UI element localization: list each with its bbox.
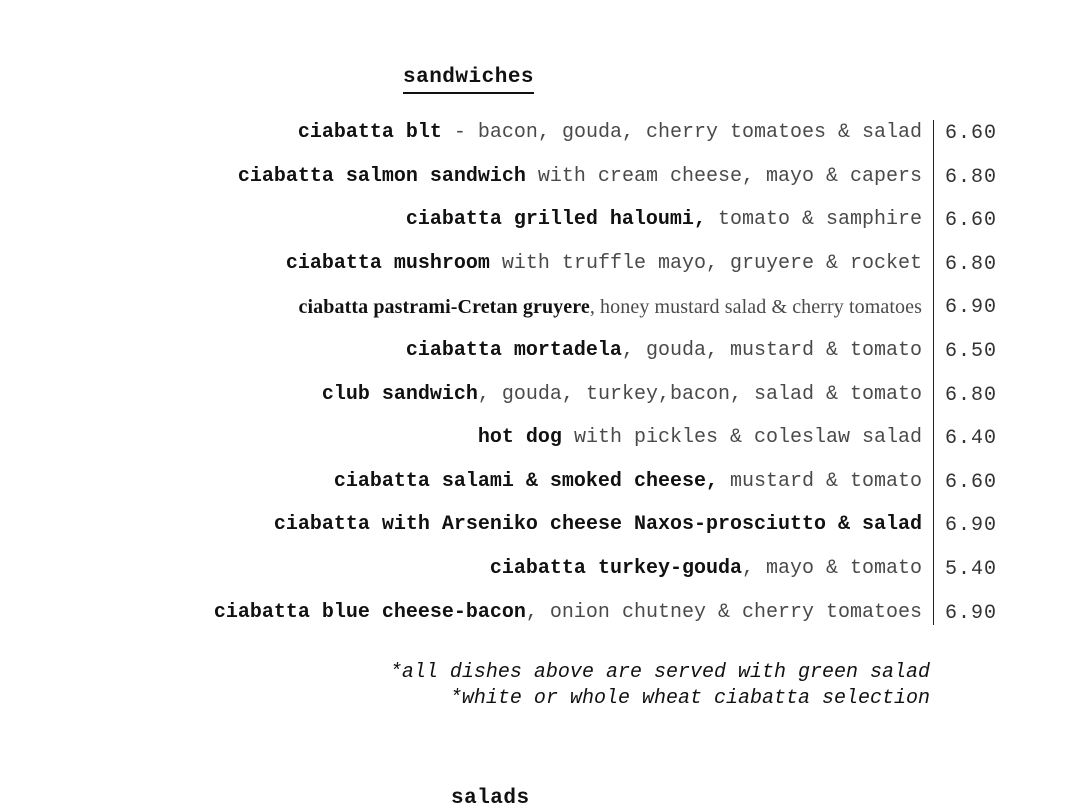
item-price: 6.50 [945, 339, 998, 363]
menu-item [406, 339, 922, 363]
item-description: with truffle mayo, gruyere & rocket [489, 251, 922, 275]
menu-item-row [0, 374, 1080, 418]
menu-item-row [0, 199, 1080, 243]
menu-notes [390, 660, 930, 712]
item-price: 6.90 [945, 514, 998, 538]
item-description: mustard & tomato [717, 469, 922, 493]
item-name: ciabatta salmon sandwich [237, 164, 526, 188]
salads-heading: salads [451, 787, 530, 810]
item-description: , gouda, mustard & tomato [621, 338, 922, 362]
menu-item [298, 121, 922, 145]
item-description: , gouda, turkey,bacon, salad & tomato [477, 382, 922, 406]
sandwich-list [0, 112, 1080, 635]
menu-item-row [0, 592, 1080, 636]
item-name: ciabatta mortadela [405, 338, 622, 362]
item-name: ciabatta blue cheese-bacon [213, 600, 526, 624]
menu-item-row [0, 461, 1080, 505]
menu-item-row [0, 286, 1080, 330]
item-description: - bacon, gouda, cherry tomatoes & salad [441, 121, 922, 144]
item-description: with pickles & coleslaw salad [561, 426, 922, 450]
item-name: club sandwich [321, 382, 478, 406]
menu-item-row [0, 243, 1080, 287]
menu-item [286, 252, 922, 276]
menu-item [238, 165, 922, 189]
menu-item-row [0, 504, 1080, 548]
item-price: 6.60 [945, 209, 998, 233]
menu-item [274, 513, 922, 537]
note-green-salad: *all dishes above are served with green salad [389, 661, 930, 684]
item-name: hot dog [477, 426, 562, 450]
item-price: 5.40 [945, 557, 998, 581]
item-price: 6.40 [945, 427, 998, 451]
menu-item [322, 383, 922, 407]
item-price: 6.80 [945, 165, 998, 189]
item-name: ciabatta salami & smoked cheese, [333, 469, 718, 493]
item-price: 6.80 [945, 252, 998, 276]
item-price: 6.60 [945, 122, 998, 145]
menu-item [406, 208, 922, 232]
item-description: , mayo & tomato [741, 556, 922, 580]
item-name: ciabatta turkey-gouda [489, 556, 742, 580]
item-description: , onion chutney & cherry tomatoes [525, 600, 922, 624]
item-description: with cream cheese, mayo & capers [525, 164, 922, 188]
item-price: 6.90 [945, 296, 998, 320]
item-name: ciabatta mushroom [285, 251, 490, 275]
item-name: ciabatta grilled haloumi, [405, 208, 706, 232]
item-name: ciabatta with Arseniko cheese Naxos-prosciutto & salad [273, 513, 922, 537]
menu-item [214, 601, 922, 625]
item-price: 6.60 [945, 470, 998, 494]
menu-item [299, 295, 922, 319]
menu-item-row [0, 156, 1080, 200]
menu-item-row [0, 548, 1080, 592]
item-price: 6.80 [945, 383, 998, 407]
item-description: , honey mustard salad & cherry tomatoes [589, 296, 922, 319]
menu-item-row [0, 417, 1080, 461]
note-ciabatta-selection: *white or whole wheat ciabatta selection [449, 687, 930, 710]
item-price: 6.90 [945, 601, 998, 625]
menu-item-row [0, 330, 1080, 374]
menu-item-row [0, 112, 1080, 156]
item-name: ciabatta blt [297, 121, 442, 144]
menu-item [334, 470, 922, 494]
menu-item [490, 557, 922, 581]
menu-item [478, 426, 922, 450]
item-name: ciabatta pastrami-Cretan gruyere [298, 296, 590, 319]
item-description: tomato & samphire [705, 208, 922, 232]
sandwiches-heading: sandwiches [403, 66, 534, 94]
